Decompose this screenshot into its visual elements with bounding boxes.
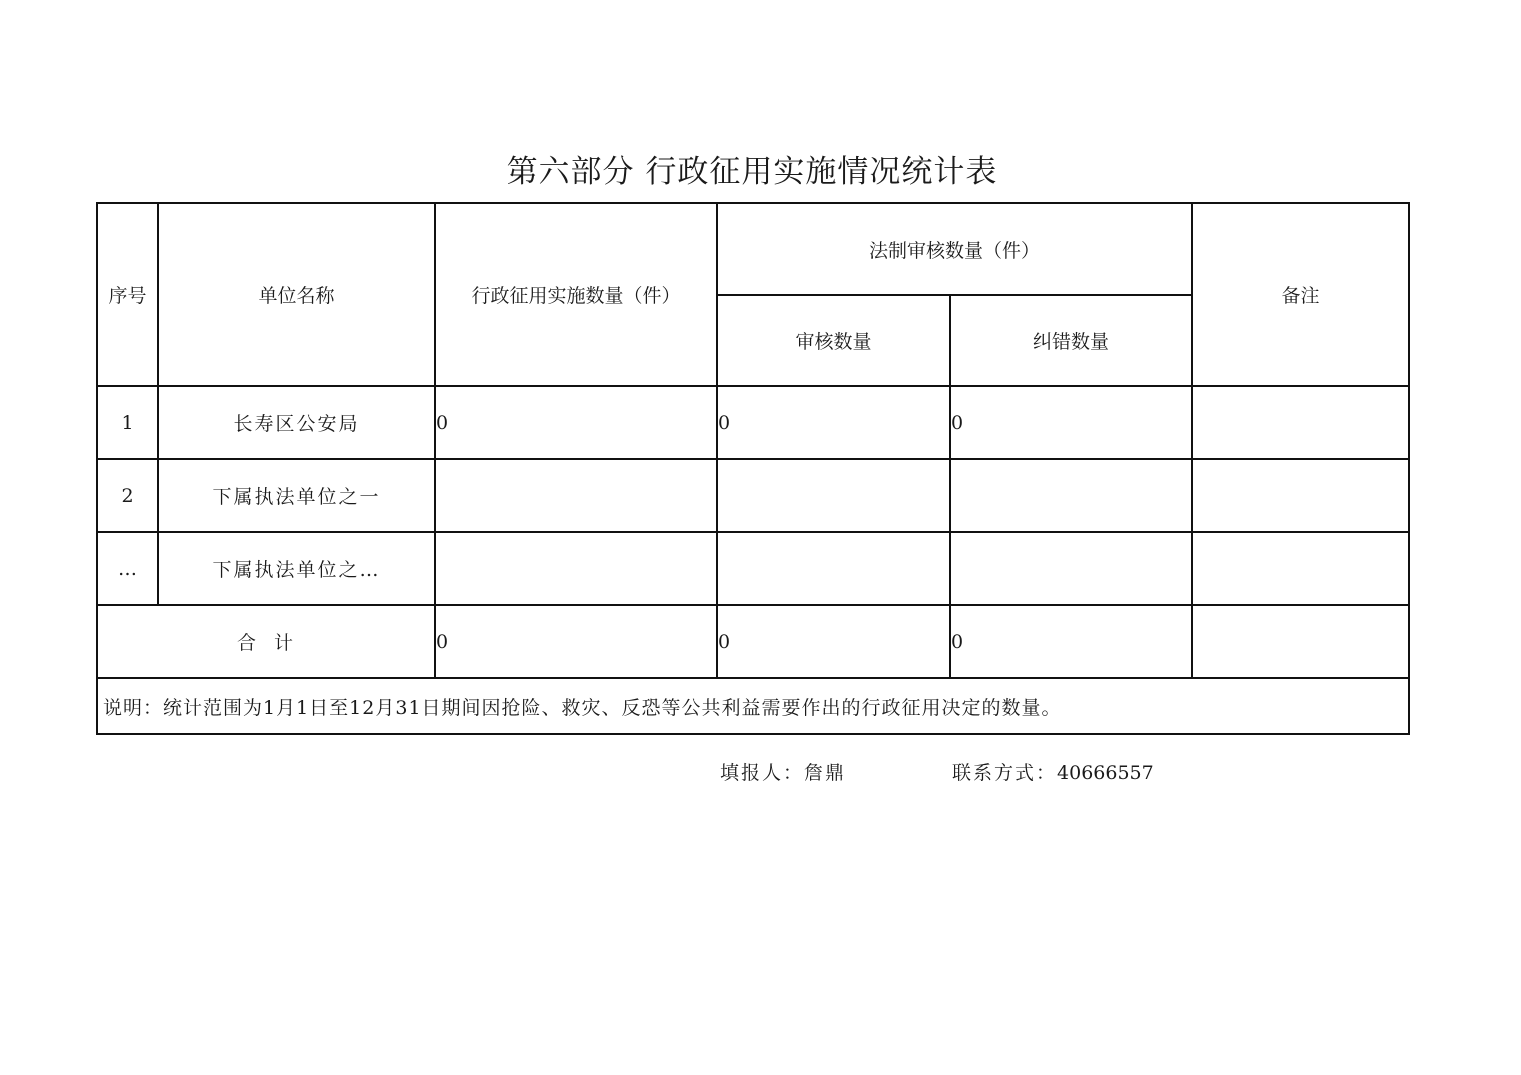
contact-value: 40666557: [1057, 762, 1154, 784]
filler-label: 填报人：: [720, 762, 805, 784]
statistics-table: [96, 202, 1410, 735]
row-review: [717, 532, 950, 605]
total-impl: 0: [435, 605, 717, 678]
total-row: [97, 605, 1409, 678]
row-impl: 0: [435, 386, 717, 459]
header-remarks: 备注: [1192, 203, 1409, 386]
row-seq: 2: [97, 459, 158, 532]
table-row: [97, 386, 1409, 459]
row-impl: [435, 532, 717, 605]
total-correction: 0: [950, 605, 1192, 678]
total-review: 0: [717, 605, 950, 678]
row-remarks: [1192, 386, 1409, 459]
row-review: 0: [717, 386, 950, 459]
header-unit-name: 单位名称: [158, 203, 435, 386]
header-review-count: 审核数量: [717, 295, 950, 386]
header-correction-count: 纠错数量: [950, 295, 1192, 386]
row-correction: 0: [950, 386, 1192, 459]
row-unit: 下属执法单位之一: [158, 459, 435, 532]
contact-label: 联系方式：: [952, 762, 1058, 784]
page-title: 第六部分 行政征用实施情况统计表: [506, 154, 998, 190]
row-correction: [950, 532, 1192, 605]
row-unit: 下属执法单位之…: [158, 532, 435, 605]
header-row-top: [97, 203, 1409, 295]
row-review: [717, 459, 950, 532]
total-label: 合 计: [97, 605, 435, 678]
note-row: [97, 678, 1409, 734]
note-text: 说明：统计范围为1月1日至12月31日期间因抢险、救灾、反恐等公共利益需要作出的行政征用决定的数量。: [97, 678, 1409, 734]
header-seq: 序号: [97, 203, 158, 386]
contact-info: [952, 760, 1154, 786]
filler-info: [720, 760, 846, 786]
table-row: [97, 459, 1409, 532]
row-remarks: [1192, 532, 1409, 605]
header-legal-review: 法制审核数量（件）: [717, 203, 1192, 295]
total-remarks: [1192, 605, 1409, 678]
header-impl-count: 行政征用实施数量（件）: [435, 203, 717, 386]
row-correction: [950, 459, 1192, 532]
row-unit: 长寿区公安局: [158, 386, 435, 459]
table-row: [97, 532, 1409, 605]
row-remarks: [1192, 459, 1409, 532]
filler-name: 詹鼎: [804, 762, 847, 784]
row-impl: [435, 459, 717, 532]
row-seq: 1: [97, 386, 158, 459]
row-seq: …: [97, 532, 158, 605]
